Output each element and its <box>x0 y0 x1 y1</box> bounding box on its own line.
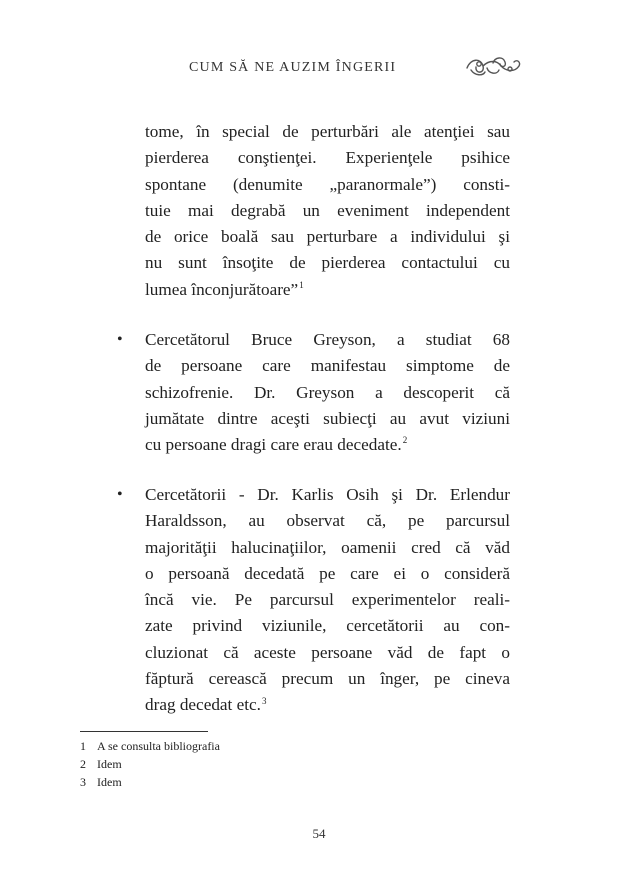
text-line: spontane (denumite „paranormale”) consti- <box>145 174 510 194</box>
text-line: cluzionat că aceste persoane văd de fapt o <box>145 642 510 662</box>
text-line: tome, în special de perturbări ale atenţiei sau <box>145 122 510 141</box>
text-line: cu persoane dragi care erau decedate. <box>145 435 402 455</box>
text-line: tuie mai degrabă un eveniment independent <box>145 200 510 220</box>
paragraph-continuation <box>145 119 510 303</box>
footnote-ref: 1 <box>299 280 304 291</box>
text-line: lumea înconjurătoare” <box>145 279 299 299</box>
text-line-last <box>145 692 510 718</box>
footnote <box>80 737 220 755</box>
running-header-title: CUM SĂ NE AUZIM ÎNGERII <box>189 60 397 75</box>
vine-ornament-icon <box>463 54 523 78</box>
footnotes <box>80 737 220 791</box>
footnote-ref: 2 <box>402 435 408 446</box>
bullet-marker: • <box>117 331 123 348</box>
text-line: schizofrenie. Dr. Greyson a descoperit că <box>145 382 510 402</box>
footnote-text: Idem <box>97 757 122 771</box>
footnote-number: 2 <box>80 757 86 771</box>
running-header <box>0 52 638 80</box>
text-line: de orice boală sau perturbare a individului şi <box>145 227 510 247</box>
footnote-ref: 3 <box>261 695 267 706</box>
bullet-paragraph-osis-haraldsson <box>145 482 510 719</box>
text-line: majorităţii halucinaţiilor, oamenii cred că văd <box>145 537 510 557</box>
text-line: zate privind viziunile, cercetătorii au con- <box>145 616 510 636</box>
text-line: jumătate dintre aceşti subiecţi au avut viziuni <box>145 408 510 428</box>
bullet-paragraph-greyson <box>145 327 510 458</box>
text-line-last <box>145 432 510 458</box>
page-number: 54 <box>312 826 326 841</box>
text-line: Cercetătorii - Dr. Karlis Osih şi Dr. Erlendur <box>145 485 510 504</box>
text-line: drag decedat etc. <box>145 695 261 715</box>
bullet-marker: • <box>117 486 123 503</box>
footnote <box>80 773 220 791</box>
footnote-number: 1 <box>80 739 86 753</box>
text-line: o persoană decedată pe care ei o consideră <box>145 563 510 583</box>
text-line: nu sunt însoţite de pierderea contactului cu <box>145 253 510 273</box>
footnote-text: Idem <box>97 775 122 789</box>
text-line: Cercetătorul Bruce Greyson, a studiat 68 <box>145 330 510 349</box>
text-line: Haraldsson, au observat că, pe parcursul <box>145 511 510 531</box>
text-line-last <box>145 277 510 303</box>
footnote-text: A se consulta bibliografia <box>97 739 220 753</box>
text-line: făptură cerească precum un înger, pe cineva <box>145 669 510 689</box>
text-line: pierderea conştienţei. Experienţele psihice <box>145 148 510 168</box>
footnote <box>80 755 220 773</box>
footnote-number: 3 <box>80 775 86 789</box>
text-line: încă vie. Pe parcursul experimentelor reali- <box>145 590 510 610</box>
footnote-separator <box>80 731 208 732</box>
text-line: de persoane care manifestau simptome de <box>145 356 510 376</box>
